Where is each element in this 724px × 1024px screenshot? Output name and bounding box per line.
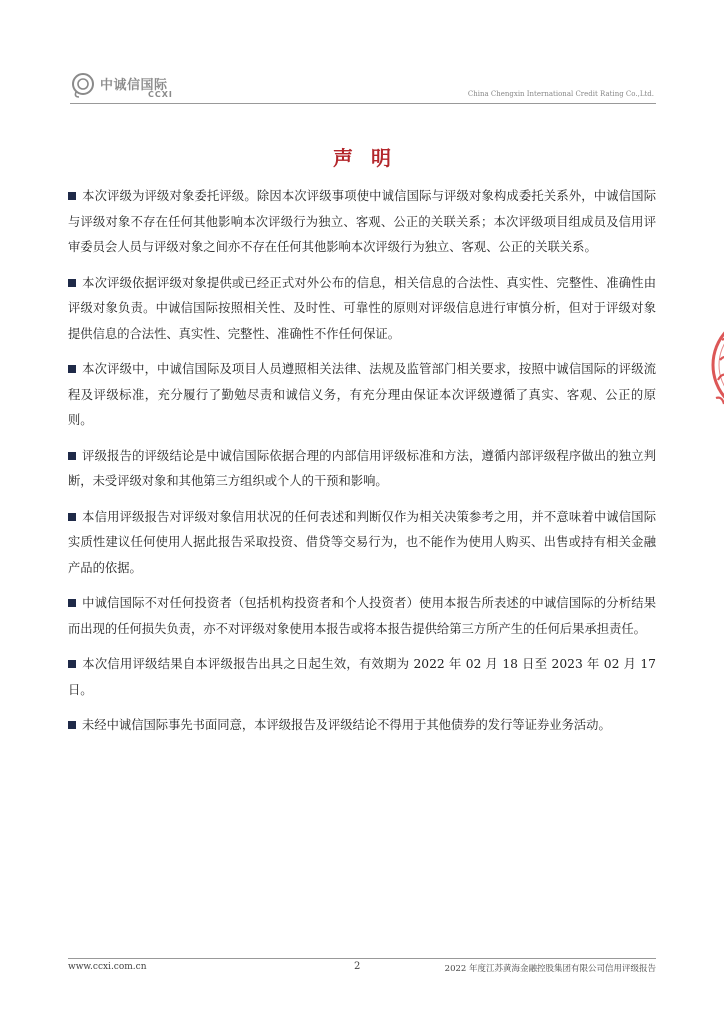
page-number: 2 xyxy=(354,961,361,972)
report-title: 2022 年度江苏黄海金融控股集团有限公司信用评级报告 xyxy=(444,964,656,974)
statement-item: 评级报告的评级结论是中诚信国际依据合理的内部信用评级标准和方法，遵循内部评级程序做出的独立判断，未受评级对象和其他第三方组织或个人的干预和影响。 xyxy=(68,448,656,488)
page-header xyxy=(70,70,656,104)
footer-divider xyxy=(68,958,656,959)
square-bullet-icon xyxy=(68,513,76,521)
square-bullet-icon xyxy=(68,599,76,607)
header-divider xyxy=(70,103,656,104)
statement-item: 本次评级依据评级对象提供或已经正式对外公布的信息，相关信息的合法性、真实性、完整性、准确性由评级对象负责。中诚信国际按照相关性、及时性、可靠性的原则对评级信息进行审慎分析，但对于评级对象提供信息的合法性、真实性、完整性、准确性不作任何保证。 xyxy=(68,275,656,341)
statement-item: 未经中诚信国际事先书面同意，本评级报告及评级结论不得用于其他债券的发行等证券业务活动。 xyxy=(68,713,656,739)
statement-list xyxy=(68,184,656,749)
square-bullet-icon xyxy=(68,365,76,373)
statement-item: 本次评级为评级对象委托评级。除因本次评级事项使中诚信国际与评级对象构成委托关系外，中诚信国际与评级对象不存在任何其他影响本次评级行为独立、客观、公正的关联关系；本次评级项目组成员及信用评审委员会人员与评级对象之间亦不存在任何其他影响本次评级行为独立、客观、公正的关联关系。 xyxy=(68,189,656,254)
ccxi-logo xyxy=(70,70,180,102)
statement-item: 中诚信国际不对任何投资者（包括机构投资者和个人投资者）使用本报告所表述的中诚信国际的分析结果而出现的任何损失负责，亦不对评级对象使用本报告或将本报告提供给第三方所产生的任何后果承担责任。 xyxy=(68,596,656,636)
square-bullet-icon xyxy=(68,192,76,200)
logo-text-en: CCXI xyxy=(148,90,173,99)
logo-text-cn: 中诚信国际 xyxy=(100,78,168,93)
statement-item: 本次信用评级结果自本评级报告出具之日起生效，有效期为 2022 年 02 月 18 日至 2023 年 02 月 17 日。 xyxy=(68,657,656,697)
company-seal-stamp xyxy=(708,310,724,420)
company-name-en: China Chengxin International Credit Rating Co.,Ltd. xyxy=(467,90,654,98)
statement-item: 本次评级中，中诚信国际及项目人员遵照相关法律、法规及监管部门相关要求，按照中诚信国际的评级流程及评级标准，充分履行了勤勉尽责和诚信义务，有充分理由保证本次评级遵循了真实、客观、公正的原则。 xyxy=(68,362,656,427)
square-bullet-icon xyxy=(68,660,76,668)
square-bullet-icon xyxy=(68,452,76,460)
square-bullet-icon xyxy=(68,279,76,287)
page-footer xyxy=(68,958,656,978)
elephant-logo-icon xyxy=(70,72,98,98)
footer-website-link[interactable]: www.ccxi.com.cn xyxy=(68,962,147,972)
square-bullet-icon xyxy=(68,721,76,729)
statement-item: 本信用评级报告对评级对象信用状况的任何表述和判断仅作为相关决策参考之用，并不意味着中诚信国际实质性建议任何使用人据此报告采取投资、借贷等交易行为，也不能作为使用人购买、出售或持有相关金融产品的依据。 xyxy=(68,509,656,575)
page-title: 声明 xyxy=(333,146,409,170)
